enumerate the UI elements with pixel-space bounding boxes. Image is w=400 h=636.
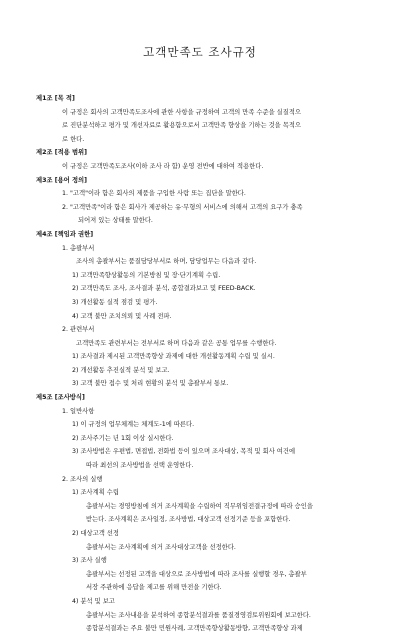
text-line [0, 133, 400, 147]
list-item-text: 2) 대상고객 선정 [72, 530, 119, 537]
list-item-text: 2) 고객만족도 조사, 조사결과 분석, 종합결과보고 및 FEED-BACK. [72, 285, 256, 293]
text-line [0, 595, 400, 609]
article-3-heading-line [0, 174, 400, 188]
list-item-text: 2) 개선활동 추진실적 분석 및 보고. [72, 366, 170, 374]
paragraph-text: 로 한다. [62, 135, 85, 143]
article-heading: 제4조 [책임과 권한] [36, 230, 94, 238]
article-1-heading-line [0, 92, 400, 106]
text-line [0, 296, 400, 310]
paragraph-text: 조사의 총괄부서는 품질담당부서로 하며, 담당업무는 다음과 같다. [76, 258, 257, 266]
list-item-text: 3) 개선활동 실적 점검 및 평가. [72, 298, 158, 306]
text-line [0, 160, 400, 174]
list-item-text: 1. "고객"이라 함은 회사의 제품을 구입한 사람 또는 집단을 말한다. [62, 190, 246, 198]
text-line [0, 377, 400, 391]
text-line [0, 337, 400, 351]
paragraph-text: 총괄부서는 선정된 고객을 대상으로 조사방법에 따라 조사를 실행할 경우, 총괄부 [86, 570, 307, 578]
article-5-heading-line [0, 391, 400, 405]
article-heading: 제3조 [용어 정의] [36, 176, 88, 184]
list-item-text: 1) 조사계획 수립 [72, 489, 119, 497]
text-line [0, 269, 400, 283]
document-body [0, 92, 400, 636]
text-line [0, 622, 400, 636]
text-line [0, 527, 400, 541]
text-line [0, 418, 400, 432]
paragraph-text: 받는다. 조사계획은 조사일정, 조사방법, 대상고객 선정기준 등을 포함한다. [86, 516, 291, 524]
paragraph-text: 따라 최선의 조사방법을 선택 운영한다. [86, 462, 194, 470]
paragraph-text: 총괄부서는 조사계획에 의거 조사대상고객을 선정한다. [86, 543, 236, 551]
text-line [0, 609, 400, 623]
text-line [0, 459, 400, 473]
text-line [0, 364, 400, 378]
list-item-text: 2. 관련부서 [62, 326, 95, 334]
text-line [0, 500, 400, 514]
list-item-text: 4) 분석 및 보고 [72, 597, 115, 605]
list-item-text: 3) 고객 불만 접수 및 처리 현황의 분석 및 총괄부서 통보. [72, 380, 229, 388]
paragraph-text: 이 규정은 회사의 고객만족도조사에 관한 사항을 규정하여 고객의 만족 수준을 실질적으 [62, 108, 301, 116]
text-line [0, 405, 400, 419]
text-line [0, 119, 400, 133]
text-line [0, 581, 400, 595]
list-item-text: 2. 조사의 실행 [62, 475, 103, 483]
text-line [0, 255, 400, 269]
list-item-text: 1. 일반사항 [62, 407, 95, 415]
text-line [0, 541, 400, 555]
text-line [0, 106, 400, 120]
document-title: 고객만족도 조사규정 [143, 45, 257, 59]
text-line [0, 554, 400, 568]
text-line [0, 323, 400, 337]
paragraph-text: 로 진단분석하고 평가 및 개선자료로 활용함으로서 고객만족 향상을 기하는 것을 목적으 [62, 122, 301, 130]
article-heading: 제2조 [적용 범위] [36, 149, 88, 157]
paragraph-text: 되어져 있는 상태를 말한다. [78, 217, 153, 225]
text-line [0, 201, 400, 215]
list-item-text: 1) 이 규정의 업무체계는 체계도-1에 따른다. [72, 421, 195, 429]
paragraph-text: 총괄부서는 조사내용을 분석하여 종합분석결과를 품질경영검토위원회에 보고한다. [86, 611, 311, 619]
paragraph-text: 이 규정은 고객만족도조사(이하 조사 라 함) 운영 전반에 대하여 적용한다. [62, 162, 264, 170]
text-line [0, 568, 400, 582]
paragraph-text: 총괄부서는 경영방침에 의거 조사계획을 수립하여 직무위임전결규정에 따라 승인을 [86, 502, 313, 510]
paragraph-text: 종합분석결과는 주요 불만 민원사례, 고객만족향상활동방향, 고객만족향상 과제 [86, 625, 303, 633]
list-item-text: 3) 조사 실행 [72, 557, 107, 565]
text-line [0, 214, 400, 228]
text-line [0, 473, 400, 487]
text-line [0, 513, 400, 527]
list-item-text: 1) 조사결과 제시된 고객만족향상 과제에 대한 개선활동계획 수립 및 실시. [72, 353, 275, 361]
list-item-text: 4) 고객 불만 조치의뢰 및 사례 전파. [72, 312, 172, 320]
list-item-text: 2. "고객만족"이라 함은 회사가 제공하는 유·무형의 서비스에 의해서 고객의 요구가 충족 [62, 203, 303, 211]
text-line [0, 187, 400, 201]
list-item-text: 2) 조사주기는 년 1회 이상 실시한다. [72, 434, 174, 442]
text-line [0, 282, 400, 296]
text-line [0, 350, 400, 364]
article-heading: 제5조 [조사방식] [36, 394, 85, 402]
text-line [0, 432, 400, 446]
list-item-text: 1) 고객만족향상활동의 기본방침 및 장·단기계획 수립. [72, 271, 221, 279]
article-2-heading-line [0, 146, 400, 160]
text-line [0, 242, 400, 256]
text-line [0, 486, 400, 500]
text-line [0, 445, 400, 459]
text-line [0, 310, 400, 324]
paragraph-text: 고객만족도 관련부서는 전부서로 하며 다음과 같은 공통 업무를 수행한다. [76, 339, 277, 347]
paragraph-text: 서장 주관하에 응답을 제고를 위해 만전을 기한다. [86, 584, 222, 592]
article-4-heading-line [0, 228, 400, 242]
list-item-text: 1. 총괄부서 [62, 244, 95, 252]
article-heading: 제1조 [목 적] [36, 95, 75, 102]
list-item-text: 3) 조사방법은 우편법, 면접법, 전화법 등이 있으며 조사대상, 목적 및 회사 여건에 [72, 448, 296, 456]
